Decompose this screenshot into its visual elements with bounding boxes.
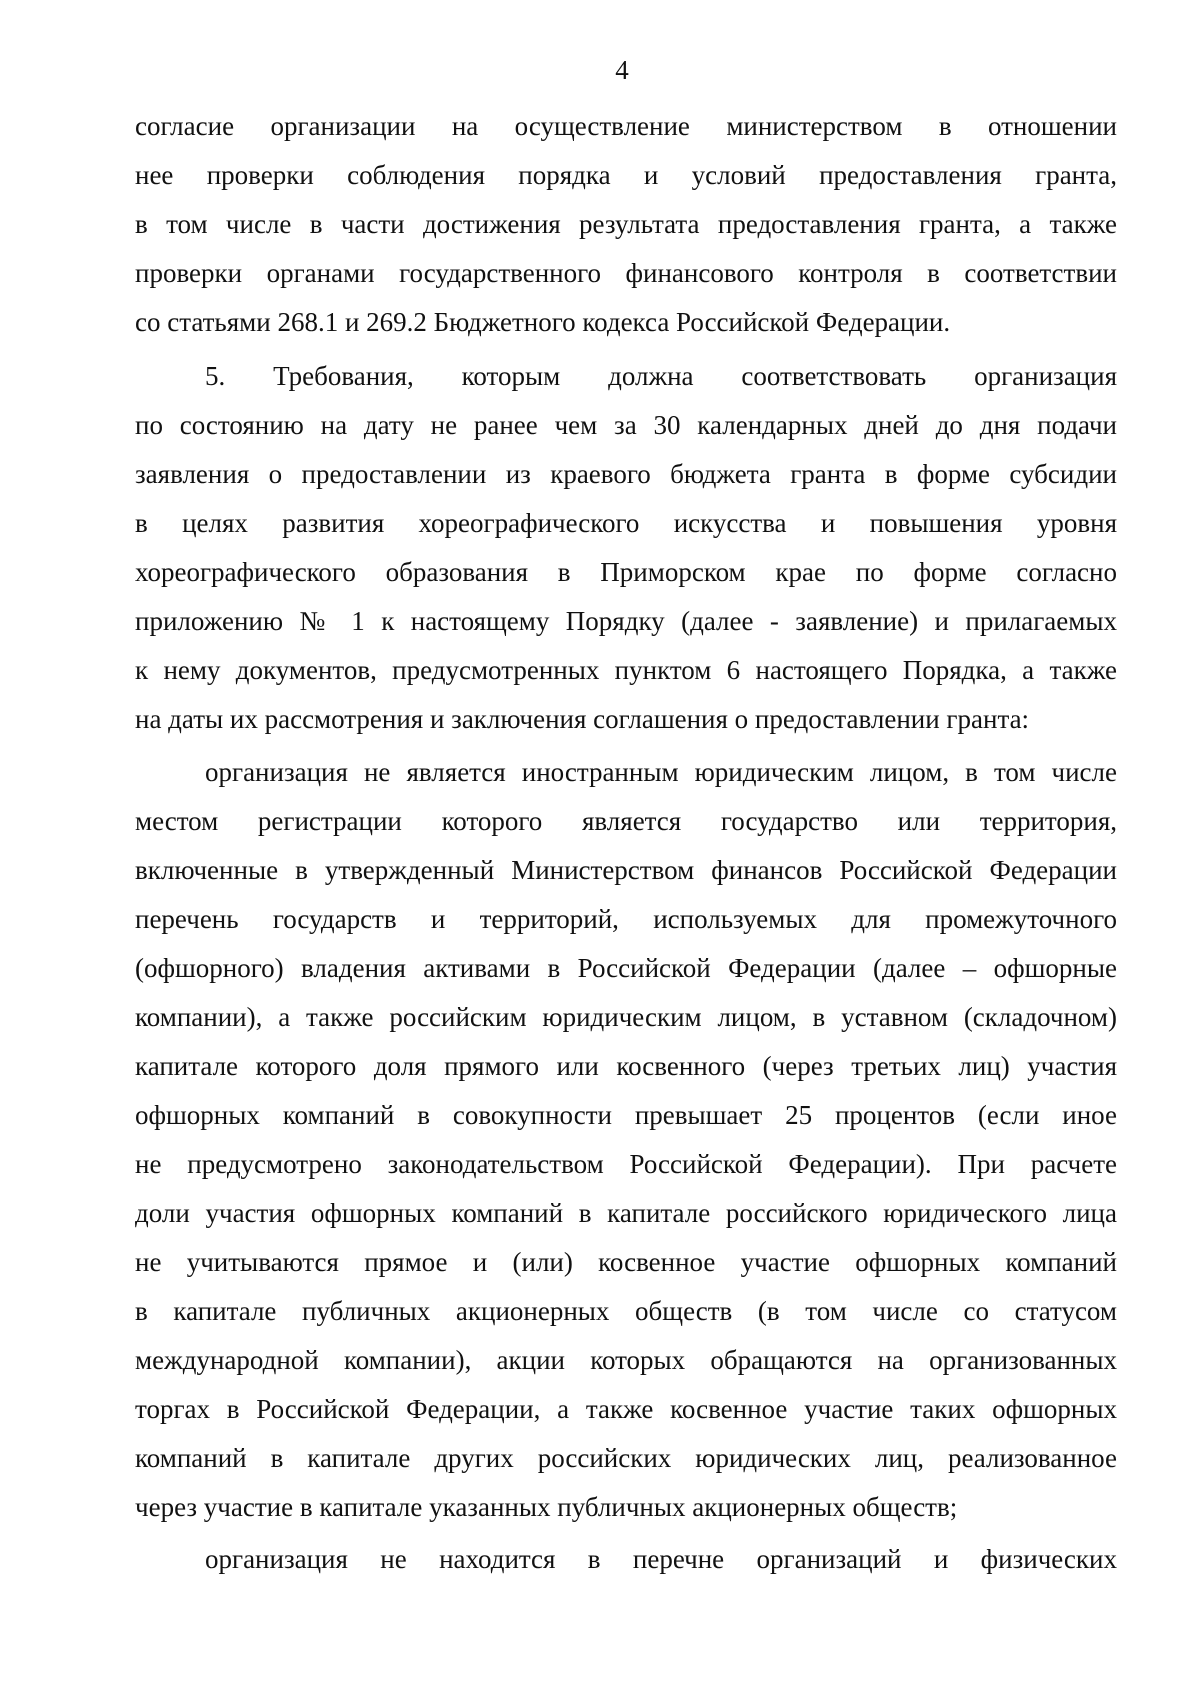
text-line: торгах в Российской Федерации, а также косвенное участие таких офшорных: [135, 1394, 1117, 1424]
text-line: проверки органами государственного финансового контроля в соответствии: [135, 258, 1117, 288]
page-number: 4: [615, 55, 629, 85]
text-line: международной компании), акции которых обращаются на организованных: [135, 1345, 1117, 1375]
paragraph-offshore: [135, 748, 1117, 1532]
text-line: (офшорного) владения активами в Российской Федерации (далее – офшорные: [135, 953, 1117, 983]
text-line: капитале которого доля прямого или косвенного (через третьих лиц) участия: [135, 1051, 1117, 1081]
text-line: компании), а также российским юридическим лицом, в уставном (складочном): [135, 1002, 1117, 1032]
text-line: со статьями 268.1 и 269.2 Бюджетного кодекса Российской Федерации.: [135, 307, 951, 337]
text-line: хореографического образования в Приморском крае по форме согласно: [135, 557, 1117, 587]
text-line: в целях развития хореографического искусства и повышения уровня: [135, 508, 1117, 538]
text-line: не предусмотрено законодательством Российской Федерации). При расчете: [135, 1149, 1117, 1179]
text-line: в том числе в части достижения результата предоставления гранта, а также: [135, 209, 1117, 239]
text-line: нее проверки соблюдения порядка и условий предоставления гранта,: [135, 160, 1117, 190]
text-line: перечень государств и территорий, используемых для промежуточного: [135, 904, 1117, 934]
text-line: организация не находится в перечне организаций и физических: [205, 1544, 1117, 1574]
paragraph-not-in-list: [135, 1535, 1117, 1584]
text-line: согласие организации на осуществление министерством в отношении: [135, 111, 1117, 141]
text-line: 5. Требования, которым должна соответствовать организация: [205, 361, 1117, 391]
text-line: заявления о предоставлении из краевого бюджета гранта в форме субсидии: [135, 459, 1117, 489]
paragraph-item-5: [135, 352, 1117, 744]
text-line: местом регистрации которого является государство или территория,: [135, 806, 1117, 836]
text-line: доли участия офшорных компаний в капитале российского юридического лица: [135, 1198, 1117, 1228]
text-line: организация не является иностранным юридическим лицом, в том числе: [205, 757, 1117, 787]
paragraph-consent: [135, 102, 1117, 347]
text-line: приложению № 1 к настоящему Порядку (далее - заявление) и прилагаемых: [135, 606, 1117, 636]
text-line: к нему документов, предусмотренных пунктом 6 настоящего Порядка, а также: [135, 655, 1117, 685]
text-line: на даты их рассмотрения и заключения соглашения о предоставлении гранта:: [135, 704, 1030, 734]
text-line: компаний в капитале других российских юридических лиц, реализованное: [135, 1443, 1117, 1473]
text-line: через участие в капитале указанных публичных акционерных обществ;: [135, 1492, 958, 1522]
text-line: в капитале публичных акционерных обществ (в том числе со статусом: [135, 1296, 1117, 1326]
text-line: офшорных компаний в совокупности превышает 25 процентов (если иное: [135, 1100, 1117, 1130]
text-line: по состоянию на дату не ранее чем за 30 календарных дней до дня подачи: [135, 410, 1117, 440]
text-line: включенные в утвержденный Министерством финансов Российской Федерации: [135, 855, 1117, 885]
text-line: не учитываются прямое и (или) косвенное участие офшорных компаний: [135, 1247, 1117, 1277]
